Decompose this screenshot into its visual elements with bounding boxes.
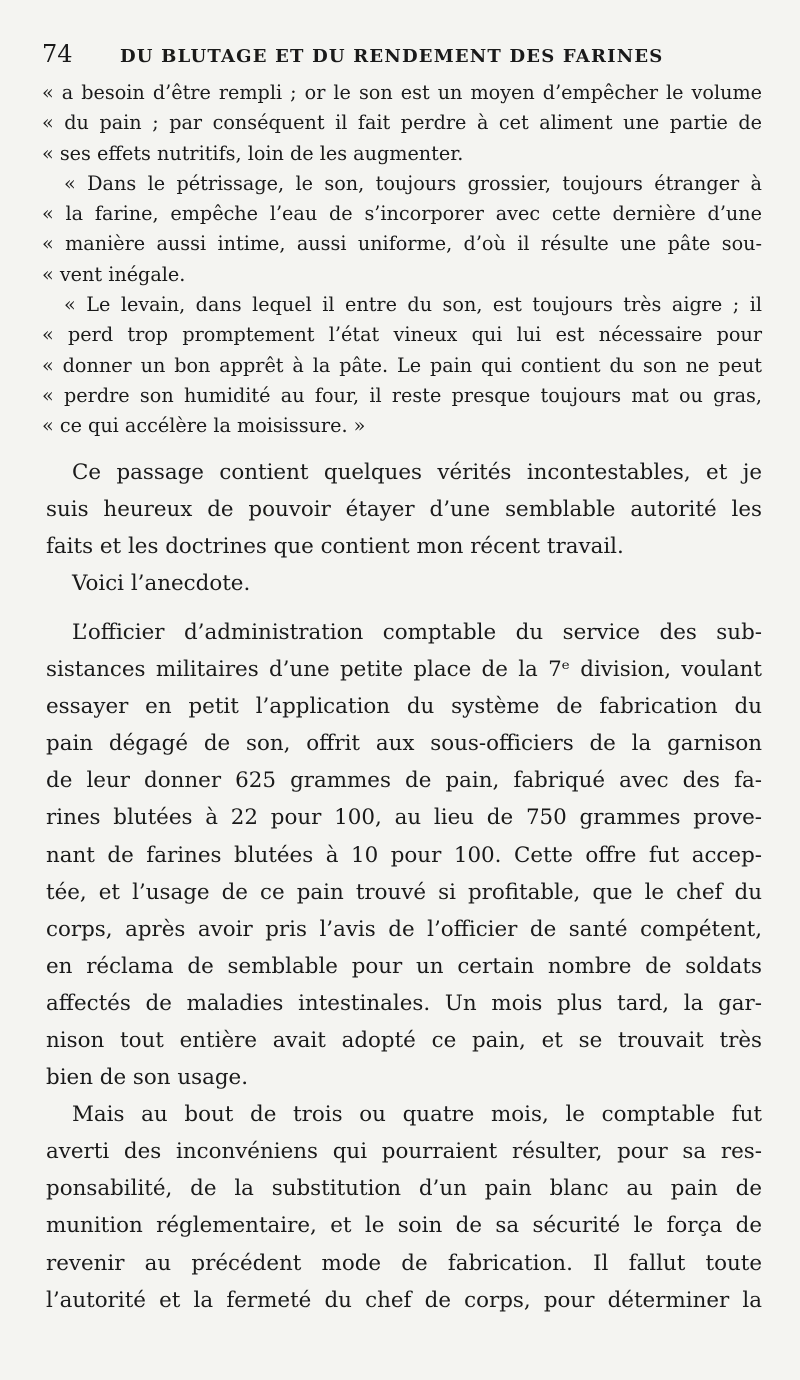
quoted-passage: [42, 78, 762, 442]
quote-line: « ce qui accélère la moisissure. »: [42, 414, 366, 438]
text-line: pain dégagé de son, offrit aux sous-officiers de la garnison: [46, 731, 762, 757]
text-line: sistances militaires d’une petite place de la 7ᵉ division, voulant: [46, 657, 762, 683]
text-line: Voici l’anecdote.: [72, 570, 251, 596]
quote-line: « Dans le pétrissage, le son, toujours grossier, toujours étranger à: [64, 171, 762, 195]
text-line: nison tout entière avait adopté ce pain, et se trouvait très: [46, 1027, 762, 1053]
text-line: Ce passage contient quelques vérités incontestables, et je: [72, 459, 762, 485]
text-line: rines blutées à 22 pour 100, au lieu de 750 grammes prove-: [46, 805, 762, 831]
text-line: corps, après avoir pris l’avis de l’officier de santé compétent,: [46, 916, 762, 942]
quote-line: « ses effets nutritifs, loin de les augmenter.: [42, 141, 464, 165]
quote-line: « vent inégale.: [42, 262, 186, 286]
text-line: essayer en petit l’application du système de fabrication du: [46, 694, 762, 720]
text-line: bien de son usage.: [46, 1065, 249, 1091]
text-line: faits et les doctrines que contient mon récent travail.: [46, 533, 624, 559]
paragraph: [46, 454, 762, 565]
quote-line: « manière aussi intime, aussi uniforme, d’où il résulte une pâte sou-: [42, 232, 762, 256]
quote-line: « a besoin d’être rempli ; or le son est un moyen d’empêcher le volume: [42, 81, 762, 104]
text-line: ponsabilité, de la substitution d’un pain blanc au pain de: [46, 1176, 762, 1202]
text-line: munition réglementaire, et le soin de sa sécurité le força de: [46, 1213, 762, 1239]
paragraph-gap: [46, 602, 762, 614]
paragraph: [46, 1096, 762, 1319]
paragraph: [46, 614, 762, 1096]
quote-line: « la farine, empêche l’eau de s’incorporer avec cette dernière d’une: [42, 202, 762, 226]
running-title: DU BLUTAGE ET DU RENDEMENT DES FARINES: [120, 46, 664, 67]
quote-line: « perd trop promptement l’état vineux qui lui est nécessaire pour: [42, 323, 762, 347]
text-line: averti des inconvéniens qui pourraient résulter, pour sa res-: [46, 1139, 762, 1165]
text-line: Mais au bout de trois ou quatre mois, le comptable fut: [72, 1102, 762, 1128]
paragraph: [46, 565, 762, 602]
text-line: affectés de maladies intestinales. Un mois plus tard, la gar-: [46, 990, 762, 1016]
quote-line: « perdre son humidité au four, il reste presque toujours mat ou gras,: [42, 383, 762, 407]
running-head: [42, 40, 762, 76]
text-line: tée, et l’usage de ce pain trouvé si profitable, que le chef du: [46, 879, 762, 905]
quote-line: « du pain ; par conséquent il fait perdre à cet aliment une partie de: [42, 111, 762, 135]
body-text: [42, 454, 762, 1319]
quote-line: « Le levain, dans lequel il entre du son, est toujours très aigre ; il: [64, 293, 762, 317]
quote-line: « donner un bon apprêt à la pâte. Le pain qui contient du son ne peut: [42, 353, 762, 377]
text-line: l’autorité et la fermeté du chef de corps, pour déterminer la: [46, 1287, 762, 1313]
text-line: nant de farines blutées à 10 pour 100. Cette offre fut accep-: [46, 842, 762, 868]
text-line: L’officier d’administration comptable du service des sub-: [72, 619, 762, 645]
text-line: suis heureux de pouvoir étayer d’une semblable autorité les: [46, 496, 762, 522]
text-line: revenir au précédent mode de fabrication. Il fallut toute: [46, 1250, 762, 1276]
text-line: de leur donner 625 grammes de pain, fabriqué avec des fa-: [46, 768, 762, 794]
page-number: 74: [42, 40, 73, 68]
text-line: en réclama de semblable pour un certain nombre de soldats: [46, 953, 762, 979]
